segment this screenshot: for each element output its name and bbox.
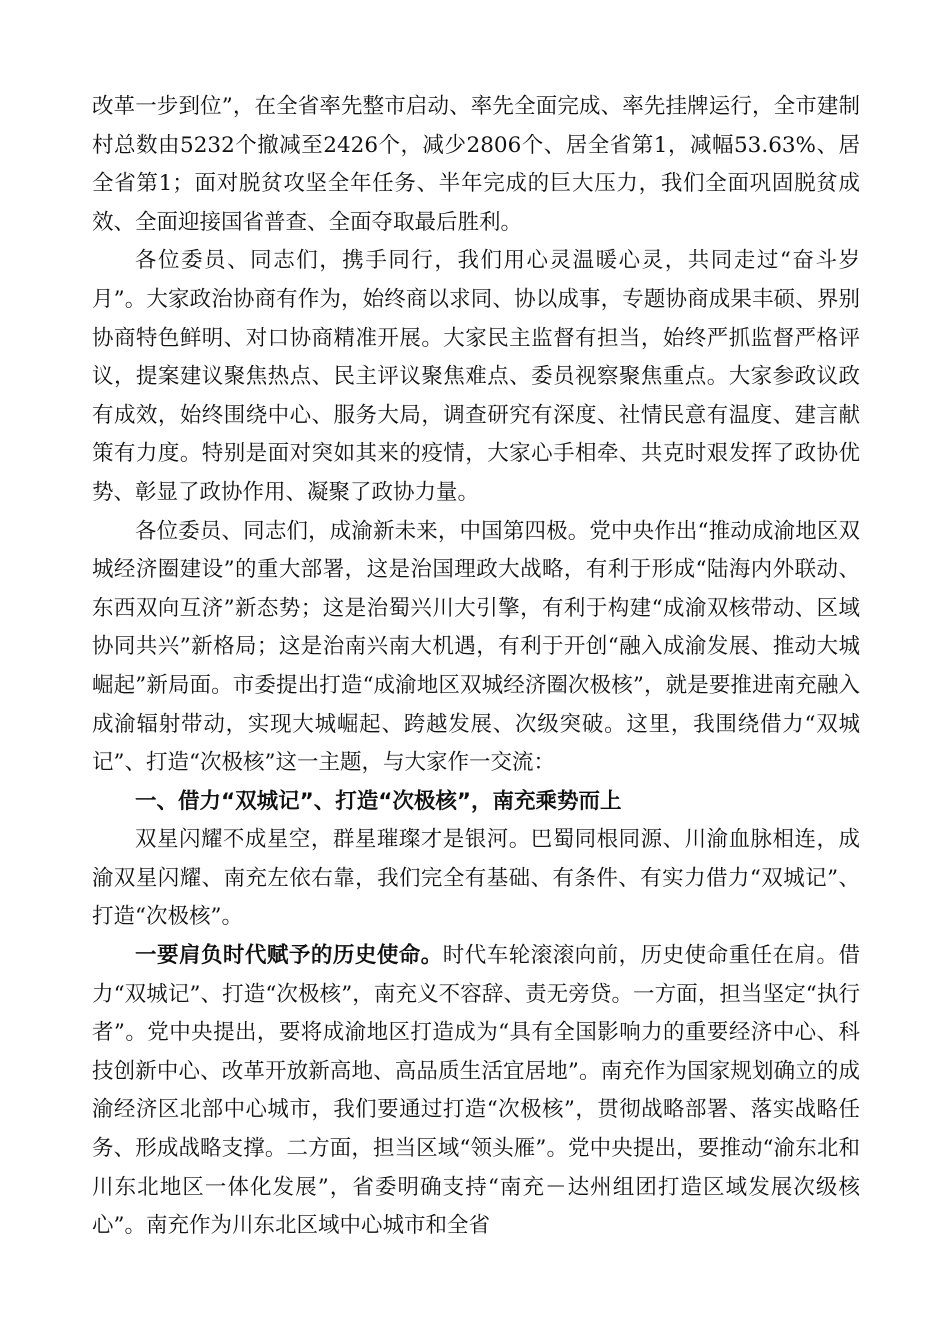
paragraph-5-body: 时代车轮滚滚向前，历史使命重任在肩。借力“双城记”、打造“次极核”，南充义不容辞、责无旁贷。一方面，担当坚定“执行者”。党中央提出，要将成渝地区打造成为“具有全国影响力的重要经济中心、科技创新中心、改革开放新高地、高品质生活宜居地”。南充作为国家规划确立的成渝经济区北部中心城市，我们要通过打造“次极核”，贯彻战略部署、落实战略任务、形成战略支撑。二方面，担当区域“领头雁”。党中央提出，要推动“渝东北和川东北地区一体化发展”，省委明确支持“南充－达州组团打造区域发展次级核心”。南充作为川东北区域中心城市和全省 [92,943,860,1239]
paragraph-2: 各位委员、同志们，携手同行，我们用心灵温暖心灵，共同走过“奋斗岁月”。大家政治协商有作为，始终商以求同、协以成事，专题协商成果丰硕、界别协商特色鲜明、对口协商精准开展。大家民主监督有担当，始终严抓监督严格评议，提案建议聚焦热点、民主评议聚焦难点、委员视察聚焦重点。大家参政议政有成效，始终围绕中心、服务大局，调查研究有深度、社情民意有温度、建言献策有力度。特别是面对突如其来的疫情，大家心手相牵、共克时艰发挥了政协优势、彰显了政协作用、凝聚了政协力量。 [92,248,860,505]
section-heading-1: 一、借力“双城记”、打造“次极核”，南充乘势而上 [135,788,622,814]
paragraph-5-lead: 一要肩负时代赋予的历史使命。 [135,943,443,969]
paragraph-4: 双星闪耀不成星空，群星璀璨才是银河。巴蜀同根同源、川渝血脉相连，成渝双星闪耀、南充左依右靠，我们完全有基础、有条件、有实力借力“双城记”、打造“次极核”。 [92,827,860,930]
paragraph-3: 各位委员、同志们，成渝新未来，中国第四极。党中央作出“推动成渝地区双城经济圈建设”的重大部署，这是治国理政大战略，有利于形成“陆海内外联动、东西双向互济”新态势；这是治蜀兴川大引擎，有利于构建“成渝双核带动、区域协同共兴”新格局；这是治南兴南大机遇，有利于开创“融入成渝发展、推动大城崛起”新局面。市委提出打造“成渝地区双城经济圈次极核”，就是要推进南充融入成渝辐射带动，实现大城崛起、跨越发展、次级突破。这里，我围绕借力“双城记”、打造“次极核”这一主题，与大家作一交流： [92,518,860,776]
paragraph-5 [92,937,860,1246]
document-page [92,88,860,1246]
paragraph-1: 改革一步到位”，在全省率先整市启动、率先全面完成、率先挂牌运行，全市建制村总数由5232个撤减至2426个，减少2806个、居全省第1，减幅53.63%、居全省第1；面对脱贫攻坚全年任务、半年完成的巨大压力，我们全面巩固脱贫成效、全面迎接国省普查、全面夺取最后胜利。 [92,94,860,235]
